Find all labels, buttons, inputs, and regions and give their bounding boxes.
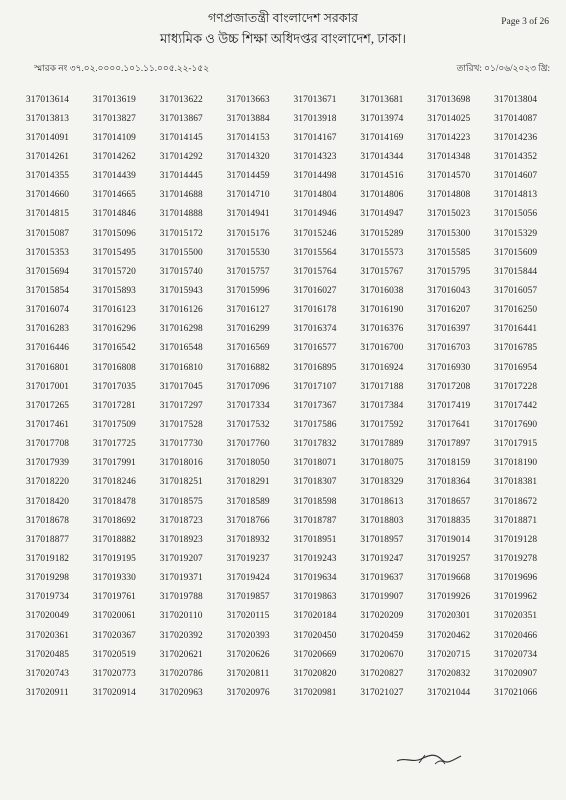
table-cell: 317013813 [26, 113, 70, 124]
table-cell: 317019207 [159, 553, 203, 564]
table-cell: 317019128 [494, 534, 538, 545]
table-cell: 317019962 [494, 592, 538, 603]
table-cell: 317014344 [360, 151, 404, 162]
table-cell: 317018835 [427, 515, 471, 526]
roll-number-table [22, 90, 557, 703]
table-cell: 317017532 [226, 419, 270, 430]
table-cell: 317018672 [494, 496, 538, 507]
table-cell: 317015996 [226, 285, 270, 296]
table-cell: 317013671 [293, 94, 337, 105]
table-cell: 317014607 [494, 171, 538, 182]
table-cell: 317018957 [360, 534, 404, 545]
table-cell: 317020734 [494, 649, 538, 660]
table-cell: 317017297 [159, 400, 203, 411]
table-cell: 317014888 [159, 209, 203, 220]
table-cell: 317014352 [494, 151, 538, 162]
table-cell: 317015172 [159, 228, 203, 239]
table-cell: 317013614 [26, 94, 70, 105]
table-cell: 317015694 [26, 266, 70, 277]
table-cell: 317019182 [26, 553, 70, 564]
table-cell: 317018882 [92, 534, 136, 545]
table-cell: 317019907 [360, 592, 404, 603]
table-cell: 317014087 [494, 113, 538, 124]
table-cell: 317014292 [159, 151, 203, 162]
table-cell: 317015329 [494, 228, 538, 239]
table-cell: 317017592 [360, 419, 404, 430]
table-cell: 317013827 [92, 113, 136, 124]
table-cell: 317017367 [293, 400, 337, 411]
table-cell: 317019734 [26, 592, 70, 603]
table-cell: 317018877 [26, 534, 70, 545]
table-cell: 317021027 [360, 687, 404, 698]
table-cell: 317016376 [360, 324, 404, 335]
table-cell: 317020450 [293, 630, 337, 641]
table-cell: 317018159 [427, 458, 471, 469]
table-cell: 317016298 [159, 324, 203, 335]
table-cell: 317017586 [293, 419, 337, 430]
table-cell: 317018766 [226, 515, 270, 526]
table-cell: 317016801 [26, 362, 70, 373]
table-cell: 317020621 [159, 649, 203, 660]
table-cell: 317016296 [92, 324, 136, 335]
table-cell: 317013681 [360, 94, 404, 105]
table-cell: 317016577 [293, 343, 337, 354]
table-cell: 317019195 [92, 553, 136, 564]
table-cell: 317019761 [92, 592, 136, 603]
table-cell: 317014947 [360, 209, 404, 220]
table-cell: 317017096 [226, 381, 270, 392]
table-cell: 317019014 [427, 534, 471, 545]
table-cell: 317019257 [427, 553, 471, 564]
table-cell: 317017897 [427, 439, 471, 450]
table-cell: 317018692 [92, 515, 136, 526]
table-cell: 317014806 [360, 190, 404, 201]
table-cell: 317018381 [494, 477, 538, 488]
table-cell: 317021044 [427, 687, 471, 698]
table-cell: 317020184 [293, 611, 337, 622]
table-cell: 317018787 [293, 515, 337, 526]
table-cell: 317014813 [494, 190, 538, 201]
table-cell: 317020110 [159, 611, 203, 622]
table-cell: 317019857 [226, 592, 270, 603]
table-cell: 317019788 [159, 592, 203, 603]
table-cell: 317014459 [226, 171, 270, 182]
table-cell: 317018951 [293, 534, 337, 545]
table-cell: 317020626 [226, 649, 270, 660]
table-cell: 317016190 [360, 305, 404, 316]
table-cell: 317020786 [159, 668, 203, 679]
table-cell: 317018246 [92, 477, 136, 488]
table-cell: 317017725 [92, 439, 136, 450]
table-cell: 317014439 [92, 171, 136, 182]
table-cell: 317016126 [159, 305, 203, 316]
table-cell: 317017690 [494, 419, 538, 430]
table-cell: 317018016 [159, 458, 203, 469]
table-cell: 317015289 [360, 228, 404, 239]
table-cell: 317015893 [92, 285, 136, 296]
table-cell: 317016569 [226, 343, 270, 354]
document-date: তারিখ: ০১/০৬/২০২৩ খ্রি: [456, 63, 550, 73]
table-cell: 317020209 [360, 611, 404, 622]
table-cell: 317015495 [92, 247, 136, 258]
table-cell: 317016810 [159, 362, 203, 373]
signature-mark [395, 747, 463, 769]
table-cell: 317015087 [26, 228, 70, 239]
table-cell: 317014804 [293, 190, 337, 201]
table-cell: 317017708 [26, 439, 70, 450]
table-cell: 317016441 [494, 324, 538, 335]
table-cell: 317016207 [427, 305, 471, 316]
table-cell: 317018478 [92, 496, 136, 507]
table-cell: 317014688 [159, 190, 203, 201]
table-cell: 317014323 [293, 151, 337, 162]
table-cell: 317018050 [226, 458, 270, 469]
table-cell: 317014348 [427, 151, 471, 162]
table-cell: 317020773 [92, 668, 136, 679]
table-cell: 317016123 [92, 305, 136, 316]
table-cell: 317014109 [92, 132, 136, 143]
table-cell: 317016057 [494, 285, 538, 296]
table-cell: 317017001 [26, 381, 70, 392]
table-cell: 317015844 [494, 266, 538, 277]
table-cell: 317017107 [293, 381, 337, 392]
table-cell: 317014153 [226, 132, 270, 143]
table-cell: 317021066 [494, 687, 538, 698]
table-cell: 317020827 [360, 668, 404, 679]
table-cell: 317016703 [427, 343, 471, 354]
table-cell: 317020914 [92, 687, 136, 698]
table-cell: 317013884 [226, 113, 270, 124]
table-cell: 317016895 [293, 362, 337, 373]
table-cell: 317014660 [26, 190, 70, 201]
table-cell: 317018307 [293, 477, 337, 488]
table-cell: 317020393 [226, 630, 270, 641]
table-cell: 317020367 [92, 630, 136, 641]
table-cell: 317014145 [159, 132, 203, 143]
table-cell: 317013622 [159, 94, 203, 105]
table-cell: 317019237 [226, 553, 270, 564]
table-cell: 317019247 [360, 553, 404, 564]
table-cell: 317017419 [427, 400, 471, 411]
table-cell: 317016374 [293, 324, 337, 335]
table-cell: 317015720 [92, 266, 136, 277]
table-cell: 317015246 [293, 228, 337, 239]
table-cell: 317015300 [427, 228, 471, 239]
table-cell: 317014355 [26, 171, 70, 182]
government-title: গণপ্রজাতন্ত্রী বাংলাদেশ সরকার [207, 11, 359, 25]
table-cell: 317020462 [427, 630, 471, 641]
table-cell: 317018871 [494, 515, 538, 526]
table-cell: 317020049 [26, 611, 70, 622]
table-cell: 317016283 [26, 324, 70, 335]
table-cell: 317020670 [360, 649, 404, 660]
table-cell: 317017939 [26, 458, 70, 469]
table-cell: 317017188 [360, 381, 404, 392]
table-cell: 317014570 [427, 171, 471, 182]
table-cell: 317016954 [494, 362, 538, 373]
table-cell: 317016446 [26, 343, 70, 354]
table-cell: 317017889 [360, 439, 404, 450]
table-cell: 317020485 [26, 649, 70, 660]
page-number: Page 3 of 26 [501, 17, 549, 27]
table-cell: 317015353 [26, 247, 70, 258]
table-cell: 317018071 [293, 458, 337, 469]
table-cell: 317018575 [159, 496, 203, 507]
table-cell: 317020361 [26, 630, 70, 641]
table-cell: 317013974 [360, 113, 404, 124]
table-cell: 317018589 [226, 496, 270, 507]
table-cell: 317015767 [360, 266, 404, 277]
table-cell: 317020743 [26, 668, 70, 679]
table-cell: 317015795 [427, 266, 471, 277]
table-cell: 317016785 [494, 343, 538, 354]
table-cell: 317020976 [226, 687, 270, 698]
document-header [0, 0, 566, 90]
table-cell: 317017915 [494, 439, 538, 450]
table-cell: 317017528 [159, 419, 203, 430]
table-cell: 317020392 [159, 630, 203, 641]
table-cell: 317015176 [226, 228, 270, 239]
table-cell: 317015740 [159, 266, 203, 277]
table-cell: 317017265 [26, 400, 70, 411]
table-cell: 317014025 [427, 113, 471, 124]
table-cell: 317015757 [226, 266, 270, 277]
table-cell: 317017334 [226, 400, 270, 411]
table-cell: 317018598 [293, 496, 337, 507]
table-cell: 317013619 [92, 94, 136, 105]
table-cell: 317017461 [26, 419, 70, 430]
table-cell: 317014710 [226, 190, 270, 201]
table-cell: 317014946 [293, 209, 337, 220]
table-cell: 317014516 [360, 171, 404, 182]
table-cell: 317018190 [494, 458, 538, 469]
directorate-title: মাধ্যমিক ও উচ্চ শিক্ষা অধিদপ্তর বাংলাদেশ, ঢাকা। [159, 31, 407, 46]
table-cell: 317015500 [159, 247, 203, 258]
table-cell: 317016299 [226, 324, 270, 335]
memo-number: স্মারক নং ৩৭.০২.০০০০.১০১.১১.০০৫.২২-১৫২ [34, 63, 210, 73]
table-cell: 317020669 [293, 649, 337, 660]
table-cell: 317016930 [427, 362, 471, 373]
table-cell: 317017045 [159, 381, 203, 392]
table-cell: 317017228 [494, 381, 538, 392]
table-cell: 317018932 [226, 534, 270, 545]
table-cell: 317019637 [360, 573, 404, 584]
table-cell: 317020351 [494, 611, 538, 622]
table-cell: 317014941 [226, 209, 270, 220]
table-cell: 317020466 [494, 630, 538, 641]
table-cell: 317019298 [26, 573, 70, 584]
table-cell: 317018364 [427, 477, 471, 488]
table-cell: 317018657 [427, 496, 471, 507]
table-cell: 317017509 [92, 419, 136, 430]
table-cell: 317016808 [92, 362, 136, 373]
table-cell: 317015585 [427, 247, 471, 258]
table-cell: 317020459 [360, 630, 404, 641]
table-cell: 317016542 [92, 343, 136, 354]
table-cell: 317019668 [427, 573, 471, 584]
table-cell: 317020907 [494, 668, 538, 679]
table-cell: 317018678 [26, 515, 70, 526]
table-cell: 317017641 [427, 419, 471, 430]
table-cell: 317016038 [360, 285, 404, 296]
table-cell: 317020301 [427, 611, 471, 622]
table-cell: 317017832 [293, 439, 337, 450]
table-cell: 317014169 [360, 132, 404, 143]
table-cell: 317017281 [92, 400, 136, 411]
table-cell: 317014223 [427, 132, 471, 143]
table-cell: 317016043 [427, 285, 471, 296]
table-cell: 317015764 [293, 266, 337, 277]
table-cell: 317020715 [427, 649, 471, 660]
table-cell: 317016397 [427, 324, 471, 335]
table-cell: 317018220 [26, 477, 70, 488]
table-cell: 317014815 [26, 209, 70, 220]
table-cell: 317019243 [293, 553, 337, 564]
table-cell: 317015056 [494, 209, 538, 220]
table-cell: 317020519 [92, 649, 136, 660]
table-cell: 317019330 [92, 573, 136, 584]
table-cell: 317014665 [92, 190, 136, 201]
table-cell: 317015573 [360, 247, 404, 258]
table-cell: 317018420 [26, 496, 70, 507]
table-cell: 317013804 [494, 94, 538, 105]
table-cell: 317020820 [293, 668, 337, 679]
table-cell: 317017384 [360, 400, 404, 411]
table-cell: 317014261 [26, 151, 70, 162]
table-cell: 317018251 [159, 477, 203, 488]
table-cell: 317014498 [293, 171, 337, 182]
table-cell: 317014320 [226, 151, 270, 162]
table-cell: 317014236 [494, 132, 538, 143]
table-cell: 317015023 [427, 209, 471, 220]
table-cell: 317016127 [226, 305, 270, 316]
table-cell: 317013918 [293, 113, 337, 124]
table-cell: 317014445 [159, 171, 203, 182]
table-cell: 317017442 [494, 400, 538, 411]
table-cell: 317020061 [92, 611, 136, 622]
table-cell: 317017035 [92, 381, 136, 392]
table-cell: 317018803 [360, 515, 404, 526]
table-cell: 317019634 [293, 573, 337, 584]
table-cell: 317016027 [293, 285, 337, 296]
table-cell: 317014846 [92, 209, 136, 220]
table-cell: 317014091 [26, 132, 70, 143]
table-cell: 317020832 [427, 668, 471, 679]
table-cell: 317019926 [427, 592, 471, 603]
table-cell: 317018329 [360, 477, 404, 488]
table-cell: 317018291 [226, 477, 270, 488]
table-cell: 317016882 [226, 362, 270, 373]
table-cell: 317020115 [226, 611, 270, 622]
table-cell: 317020911 [26, 687, 69, 698]
table-cell: 317018613 [360, 496, 404, 507]
table-cell: 317015943 [159, 285, 203, 296]
table-cell: 317018923 [159, 534, 203, 545]
table-cell: 317019278 [494, 553, 538, 564]
table-cell: 317016074 [26, 305, 70, 316]
table-cell: 317013663 [226, 94, 270, 105]
table-cell: 317018723 [159, 515, 203, 526]
table-cell: 317017991 [92, 458, 136, 469]
table-cell: 317016924 [360, 362, 404, 373]
table-cell: 317014808 [427, 190, 471, 201]
table-cell: 317017760 [226, 439, 270, 450]
table-cell: 317016548 [159, 343, 203, 354]
table-cell: 317019371 [159, 573, 203, 584]
table-cell: 317016178 [293, 305, 337, 316]
table-cell: 317020963 [159, 687, 203, 698]
table-cell: 317015530 [226, 247, 270, 258]
table-cell: 317018075 [360, 458, 404, 469]
table-cell: 317020811 [226, 668, 270, 679]
table-cell: 317019424 [226, 573, 270, 584]
table-cell: 317016250 [494, 305, 538, 316]
table-cell: 317016700 [360, 343, 404, 354]
table-cell: 317015609 [494, 247, 538, 258]
table-cell: 317015096 [92, 228, 136, 239]
table-cell: 317019696 [494, 573, 538, 584]
table-cell: 317017730 [159, 439, 203, 450]
table-cell: 317019863 [293, 592, 337, 603]
table-cell: 317013698 [427, 94, 471, 105]
table-cell: 317014167 [293, 132, 337, 143]
table-cell: 317015854 [26, 285, 70, 296]
table-cell: 317017208 [427, 381, 471, 392]
table-cell: 317015564 [293, 247, 337, 258]
table-cell: 317014262 [92, 151, 136, 162]
table-cell: 317020981 [293, 687, 337, 698]
table-cell: 317013867 [159, 113, 203, 124]
